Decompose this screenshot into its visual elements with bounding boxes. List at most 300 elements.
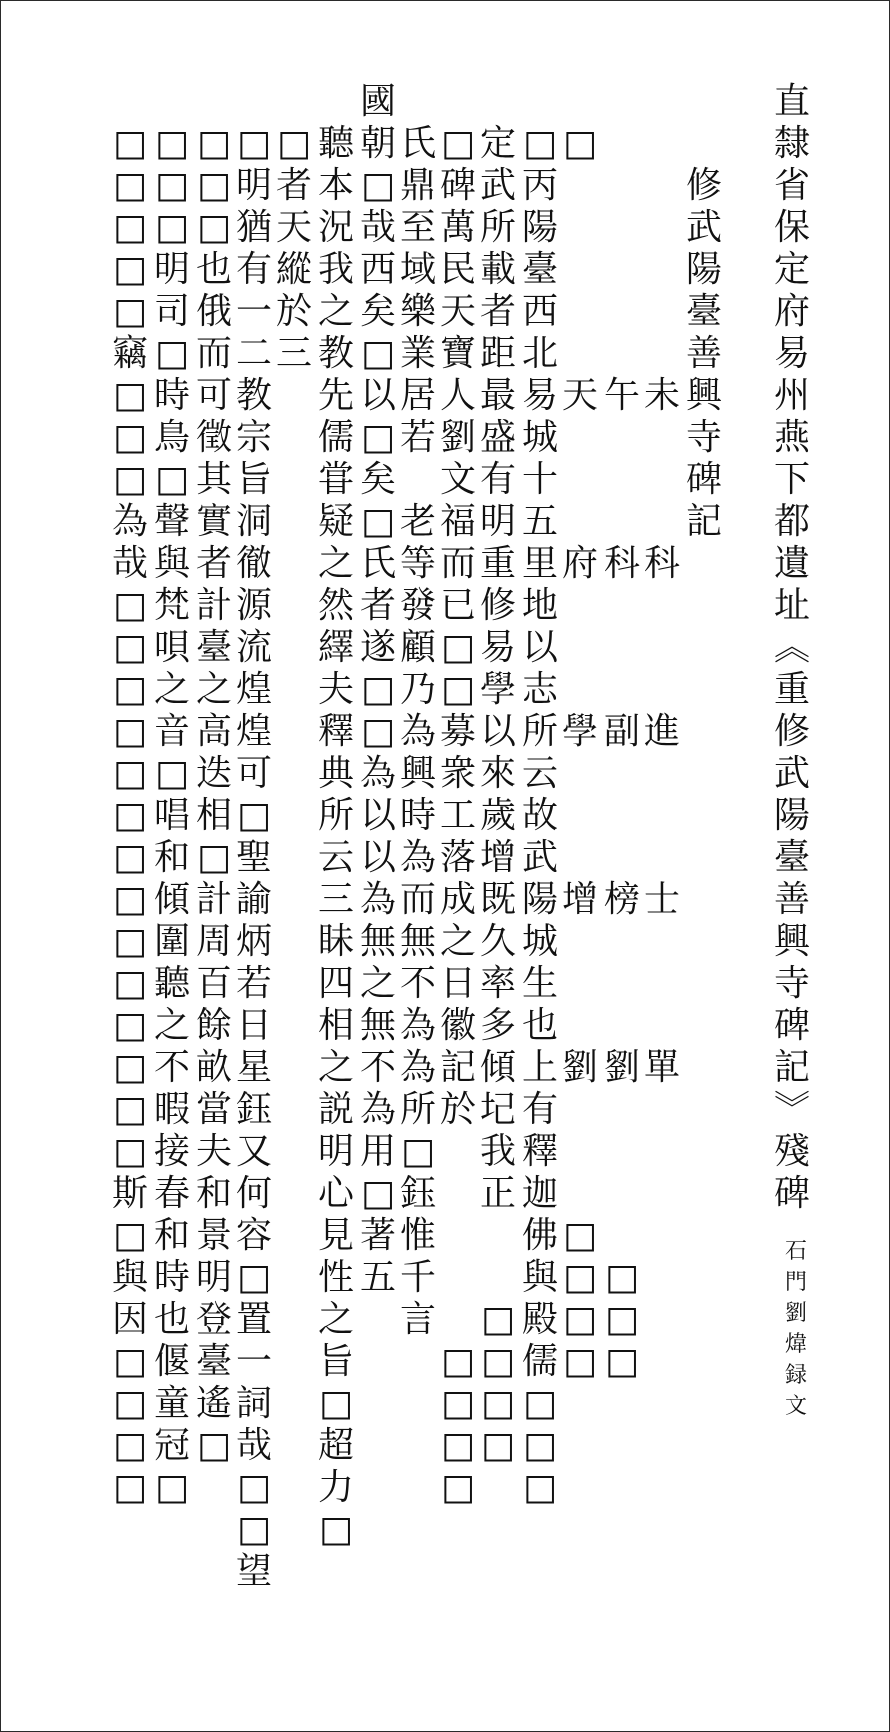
- glyph: 傾: [153, 879, 190, 920]
- glyph: [273, 669, 315, 711]
- glyph: 者: [479, 291, 516, 332]
- glyph: 五: [359, 1257, 396, 1298]
- text-column: [273, 81, 315, 1383]
- glyph: 募: [439, 711, 476, 752]
- blank-glyph: □: [112, 837, 147, 878]
- glyph: 者: [195, 543, 232, 584]
- glyph: 落: [439, 837, 476, 878]
- glyph: 時: [153, 375, 190, 416]
- blank-glyph: □: [196, 207, 231, 248]
- glyph: 心: [317, 1173, 354, 1214]
- glyph: [601, 123, 643, 165]
- blank-glyph: □: [562, 1215, 597, 1256]
- blank-glyph: □: [154, 165, 189, 206]
- glyph: ︾: [773, 1089, 810, 1130]
- glyph: [601, 1215, 643, 1257]
- glyph: 洞: [235, 501, 272, 542]
- glyph: 載: [479, 249, 516, 290]
- glyph: 正: [479, 1173, 516, 1214]
- glyph: 望: [235, 1551, 272, 1592]
- glyph: 和: [153, 837, 190, 878]
- blank-glyph: □: [112, 753, 147, 794]
- glyph: 重: [479, 543, 516, 584]
- glyph: 天: [439, 291, 476, 332]
- glyph: 冠: [153, 1425, 190, 1466]
- glyph: 科: [643, 543, 680, 584]
- glyph: 當: [195, 1089, 232, 1130]
- glyph: 為: [359, 1089, 396, 1130]
- blank-glyph: □: [440, 1425, 475, 1466]
- glyph: 多: [479, 1005, 516, 1046]
- blank-glyph: □: [112, 627, 147, 668]
- glyph: 成: [439, 879, 476, 920]
- glyph: 可: [195, 375, 232, 416]
- glyph: 旨: [235, 459, 272, 500]
- blank-glyph: □: [236, 1509, 271, 1550]
- blank-glyph: □: [360, 711, 395, 752]
- glyph: 為: [399, 1005, 436, 1046]
- glyph: 佛: [521, 1215, 558, 1256]
- glyph: 來: [479, 753, 516, 794]
- glyph: 俄: [195, 291, 232, 332]
- glyph: 音: [153, 711, 190, 752]
- blank-glyph: □: [112, 585, 147, 626]
- blank-glyph: □: [440, 1467, 475, 1508]
- glyph: 景: [195, 1215, 232, 1256]
- glyph: [273, 543, 315, 585]
- blank-glyph: □: [562, 123, 597, 164]
- glyph: 釋: [317, 711, 354, 752]
- glyph: [437, 1257, 479, 1299]
- glyph: 陽: [685, 249, 722, 290]
- glyph: 録: [784, 1363, 807, 1388]
- glyph: 百: [195, 963, 232, 1004]
- glyph: 若: [399, 417, 436, 458]
- glyph: 衆: [439, 753, 476, 794]
- glyph: 而: [195, 333, 232, 374]
- glyph: [559, 165, 601, 207]
- blank-glyph: □: [154, 1467, 189, 1508]
- glyph: 之: [317, 543, 354, 584]
- glyph: [273, 1215, 315, 1257]
- glyph: 未: [643, 375, 680, 416]
- glyph: [273, 1005, 315, 1047]
- blank-glyph: □: [236, 1257, 271, 1298]
- glyph: 殘: [773, 1131, 810, 1172]
- glyph: 徹: [235, 543, 272, 584]
- glyph: 哉: [235, 1425, 272, 1466]
- glyph: [273, 921, 315, 963]
- blank-glyph: □: [562, 1299, 597, 1340]
- blank-glyph: □: [154, 207, 189, 248]
- glyph: 西: [521, 291, 558, 332]
- glyph: 記: [773, 1047, 810, 1088]
- glyph: [397, 81, 439, 123]
- glyph: [559, 837, 601, 879]
- glyph: 城: [521, 417, 558, 458]
- glyph: 定: [479, 123, 516, 164]
- glyph: 超: [317, 1425, 354, 1466]
- glyph: 為: [359, 879, 396, 920]
- glyph: 不: [399, 963, 436, 1004]
- glyph: [273, 1299, 315, 1341]
- glyph: 明: [317, 1131, 354, 1172]
- glyph: 以: [521, 627, 558, 668]
- glyph: 易: [479, 627, 516, 668]
- glyph: 又: [235, 1131, 272, 1172]
- glyph: 科: [603, 543, 640, 584]
- glyph: 一: [235, 1341, 272, 1382]
- glyph: 可: [235, 753, 272, 794]
- glyph: 學: [561, 711, 598, 752]
- glyph: 接: [153, 1131, 190, 1172]
- glyph: 臺: [195, 1341, 232, 1382]
- glyph: 省: [773, 165, 810, 206]
- glyph: 司: [153, 291, 190, 332]
- glyph: 久: [479, 921, 516, 962]
- glyph: 千: [399, 1257, 436, 1298]
- glyph: 已: [439, 585, 476, 626]
- blank-glyph: □: [112, 1425, 147, 1466]
- glyph: [559, 501, 601, 543]
- blank-glyph: □: [154, 333, 189, 374]
- blank-glyph: □: [360, 165, 395, 206]
- blank-glyph: □: [440, 1383, 475, 1424]
- glyph: 州: [773, 375, 810, 416]
- glyph: 里: [521, 543, 558, 584]
- glyph: 劉: [603, 1047, 640, 1088]
- glyph: 無: [399, 921, 436, 962]
- glyph: 榜: [603, 879, 640, 920]
- glyph: 劉: [784, 1301, 807, 1326]
- glyph: 隸: [773, 123, 810, 164]
- glyph: 有: [521, 1089, 558, 1130]
- glyph: 盛: [479, 417, 516, 458]
- glyph: ︽: [773, 627, 810, 668]
- glyph: 碑: [773, 1173, 810, 1214]
- glyph: 儒: [521, 1341, 558, 1382]
- glyph: 最: [479, 375, 516, 416]
- glyph: 偃: [153, 1341, 190, 1382]
- glyph: [559, 1131, 601, 1173]
- glyph: 登: [195, 1299, 232, 1340]
- blank-glyph: □: [318, 1383, 353, 1424]
- glyph: 臺: [685, 291, 722, 332]
- glyph: 天: [275, 207, 312, 248]
- glyph: 其: [195, 459, 232, 500]
- glyph: 故: [521, 795, 558, 836]
- glyph: 下: [773, 459, 810, 500]
- glyph: 計: [195, 585, 232, 626]
- glyph: 善: [773, 879, 810, 920]
- glyph: 夫: [195, 1131, 232, 1172]
- glyph: 明: [195, 1257, 232, 1298]
- glyph: 一: [235, 291, 272, 332]
- glyph: 哉: [359, 207, 396, 248]
- glyph: 興: [399, 753, 436, 794]
- glyph: 四: [317, 963, 354, 1004]
- glyph: 煌: [235, 711, 272, 752]
- blank-glyph: □: [112, 1131, 147, 1172]
- glyph: [559, 795, 601, 837]
- glyph: 日: [235, 1005, 272, 1046]
- glyph: 丙: [521, 165, 558, 206]
- glyph: 惟: [399, 1215, 436, 1256]
- glyph: 煌: [235, 669, 272, 710]
- blank-glyph: □: [480, 1425, 515, 1466]
- glyph: 顧: [399, 627, 436, 668]
- glyph: 猶: [235, 207, 272, 248]
- glyph: 矣: [359, 459, 396, 500]
- title-column: [771, 81, 813, 1215]
- glyph: 和: [153, 1215, 190, 1256]
- glyph: 民: [439, 249, 476, 290]
- text-column: [193, 81, 235, 1467]
- glyph: 碑: [773, 1005, 810, 1046]
- glyph: 興: [773, 921, 810, 962]
- glyph: 和: [195, 1173, 232, 1214]
- blank-glyph: □: [562, 1341, 597, 1382]
- glyph: [701, 585, 743, 627]
- blank-glyph: □: [360, 669, 395, 710]
- glyph: 碑: [685, 459, 722, 500]
- blank-glyph: □: [276, 123, 311, 164]
- blank-glyph: □: [112, 1383, 147, 1424]
- glyph: 二: [235, 333, 272, 374]
- glyph: 周: [195, 921, 232, 962]
- blank-glyph: □: [112, 1089, 147, 1130]
- glyph: 重: [773, 669, 810, 710]
- glyph: 釋: [521, 1131, 558, 1172]
- glyph: 眛: [317, 921, 354, 962]
- glyph: 氏: [399, 123, 436, 164]
- blank-glyph: □: [112, 207, 147, 248]
- glyph: 寺: [685, 417, 722, 458]
- glyph: 源: [235, 585, 272, 626]
- glyph: 劉: [439, 417, 476, 458]
- glyph: [437, 1173, 479, 1215]
- glyph: 唄: [153, 627, 190, 668]
- glyph: 修: [773, 711, 810, 752]
- glyph: 北: [521, 333, 558, 374]
- blank-glyph: □: [440, 669, 475, 710]
- glyph: 域: [399, 249, 436, 290]
- glyph: 餘: [195, 1005, 232, 1046]
- glyph: 我: [317, 249, 354, 290]
- glyph: 劉: [561, 1047, 598, 1088]
- glyph: 以: [359, 795, 396, 836]
- glyph: 老: [399, 501, 436, 542]
- glyph: [559, 753, 601, 795]
- glyph: 炳: [235, 921, 272, 962]
- glyph: 修: [479, 585, 516, 626]
- blank-glyph: □: [480, 1383, 515, 1424]
- glyph: 教: [317, 333, 354, 374]
- glyph: 為: [359, 753, 396, 794]
- glyph: [273, 585, 315, 627]
- glyph: [437, 1215, 479, 1257]
- glyph: 典: [317, 753, 354, 794]
- glyph: 明: [235, 165, 272, 206]
- blank-glyph: □: [360, 333, 395, 374]
- glyph: 等: [399, 543, 436, 584]
- text-column: [437, 81, 479, 1509]
- blank-glyph: □: [196, 837, 231, 878]
- glyph: [397, 459, 439, 501]
- glyph: 城: [521, 921, 558, 962]
- blank-glyph: □: [112, 963, 147, 1004]
- text-column: [397, 81, 439, 1341]
- blank-glyph: □: [440, 627, 475, 668]
- glyph: 縱: [275, 249, 312, 290]
- glyph: 武: [685, 207, 722, 248]
- glyph: 繹: [317, 627, 354, 668]
- glyph: 有: [479, 459, 516, 500]
- glyph: 西: [359, 249, 396, 290]
- glyph: 言: [399, 1299, 436, 1340]
- glyph: 先: [317, 375, 354, 416]
- glyph: [437, 1299, 479, 1341]
- glyph: 興: [685, 375, 722, 416]
- glyph: [559, 585, 601, 627]
- blank-glyph: □: [522, 1467, 557, 1508]
- glyph: 聽: [317, 123, 354, 164]
- glyph: 生: [521, 963, 558, 1004]
- blank-glyph: □: [196, 1425, 231, 1466]
- glyph: 上: [521, 1047, 558, 1088]
- glyph: 遂: [359, 627, 396, 668]
- glyph: 諭: [235, 879, 272, 920]
- glyph: 之: [153, 669, 190, 710]
- glyph: 發: [399, 585, 436, 626]
- glyph: 所: [479, 207, 516, 248]
- glyph: 旨: [317, 1341, 354, 1382]
- glyph: 碑: [439, 165, 476, 206]
- glyph: 本: [317, 165, 354, 206]
- glyph: 不: [359, 1047, 396, 1088]
- glyph: 之: [153, 1005, 190, 1046]
- glyph: [273, 879, 315, 921]
- glyph: 之: [359, 963, 396, 1004]
- glyph: 為: [399, 1047, 436, 1088]
- glyph: 武: [521, 837, 558, 878]
- glyph: 寺: [773, 963, 810, 1004]
- blank-glyph: □: [112, 921, 147, 962]
- glyph: 聽: [153, 963, 190, 1004]
- credit-column: [779, 1236, 813, 1422]
- glyph: 也: [195, 249, 232, 290]
- glyph: 氏: [359, 543, 396, 584]
- glyph: [559, 459, 601, 501]
- glyph: [273, 459, 315, 501]
- glyph: 增: [561, 879, 598, 920]
- text-column: [233, 81, 275, 1593]
- blank-glyph: □: [318, 1509, 353, 1550]
- glyph: 之: [439, 921, 476, 962]
- blank-glyph: □: [604, 1299, 639, 1340]
- glyph: 午: [603, 375, 640, 416]
- blank-glyph: □: [112, 123, 147, 164]
- glyph: 之: [195, 669, 232, 710]
- glyph: 儒: [317, 417, 354, 458]
- glyph: 與: [153, 543, 190, 584]
- glyph: 至: [399, 207, 436, 248]
- glyph: 而: [399, 879, 436, 920]
- glyph: 我: [479, 1131, 516, 1172]
- glyph: [273, 795, 315, 837]
- glyph: 殿: [521, 1299, 558, 1340]
- glyph: 之: [317, 1047, 354, 1088]
- glyph: [437, 1131, 479, 1173]
- glyph: 陽: [521, 879, 558, 920]
- glyph: 計: [195, 879, 232, 920]
- glyph: [559, 417, 601, 459]
- glyph: 因: [111, 1299, 148, 1340]
- glyph: [273, 1089, 315, 1131]
- glyph: 門: [784, 1270, 807, 1295]
- glyph: 迦: [521, 1173, 558, 1214]
- glyph: 乃: [399, 669, 436, 710]
- glyph: 時: [399, 795, 436, 836]
- glyph: [559, 963, 601, 1005]
- glyph: 武: [479, 165, 516, 206]
- glyph: [701, 543, 743, 585]
- glyph: 文: [784, 1394, 807, 1419]
- glyph: 者: [359, 585, 396, 626]
- glyph: 明: [479, 501, 516, 542]
- glyph: 與: [521, 1257, 558, 1298]
- glyph: 副: [603, 711, 640, 752]
- text-column: [151, 81, 193, 1509]
- blank-glyph: □: [236, 1467, 271, 1508]
- glyph: 三: [317, 879, 354, 920]
- glyph: 聲: [153, 501, 190, 542]
- glyph: 府: [773, 291, 810, 332]
- blank-glyph: □: [522, 123, 557, 164]
- glyph: [273, 963, 315, 1005]
- glyph: 所: [399, 1089, 436, 1130]
- glyph: 實: [195, 501, 232, 542]
- glyph: 云: [521, 753, 558, 794]
- glyph: 煒: [784, 1332, 807, 1357]
- glyph: 福: [439, 501, 476, 542]
- blank-glyph: □: [236, 795, 271, 836]
- glyph: 不: [153, 1047, 190, 1088]
- glyph: 府: [561, 543, 598, 584]
- glyph: 樂: [399, 291, 436, 332]
- glyph: 高: [195, 711, 232, 752]
- glyph: 善: [685, 333, 722, 374]
- glyph: 業: [399, 333, 436, 374]
- glyph: 鈺: [399, 1173, 436, 1214]
- glyph: 進: [643, 711, 680, 752]
- blank-glyph: □: [112, 417, 147, 458]
- glyph: [559, 627, 601, 669]
- blank-glyph: □: [112, 1467, 147, 1508]
- glyph: [273, 753, 315, 795]
- glyph: 寶: [439, 333, 476, 374]
- glyph: 之: [317, 291, 354, 332]
- blank-glyph: □: [604, 1257, 639, 1298]
- glyph: 臺: [773, 837, 810, 878]
- blank-glyph: □: [112, 669, 147, 710]
- glyph: 著: [359, 1215, 396, 1256]
- glyph: 地: [521, 585, 558, 626]
- glyph: 甞: [317, 459, 354, 500]
- glyph: 陽: [773, 795, 810, 836]
- glyph: 為: [399, 711, 436, 752]
- blank-glyph: □: [112, 1341, 147, 1382]
